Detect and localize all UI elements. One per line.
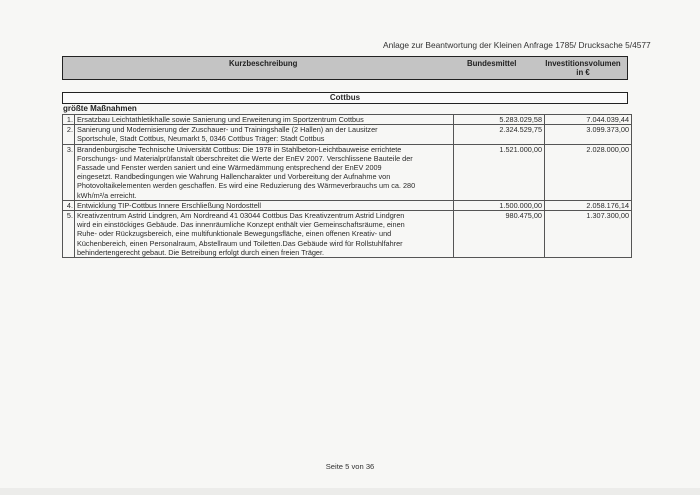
row-description	[75, 211, 454, 258]
section-title: größte Maßnahmen	[63, 104, 137, 113]
row-number: 4.	[63, 200, 75, 210]
row-investitionsvolumen: 2.028.000,00	[545, 144, 632, 200]
description-line: Sportschule, Stadt Cottbus, Neumarkt 5, 0346 Cottbus Träger: Stadt Cottbus	[77, 134, 325, 144]
header-kurzbeschreibung: Kurzbeschreibung	[229, 59, 298, 68]
header-inv-line2: in €	[576, 68, 590, 77]
description-line: kWh/m²/a erreicht.	[77, 190, 137, 200]
row-bundesmittel: 5.283.029,58	[454, 115, 545, 125]
description-line: Ersatzbau Leichtathletikhalle sowie Sanierung und Erweiterung im Sportzentrum Cottbus	[77, 115, 364, 124]
row-description	[75, 115, 454, 125]
scan-edge	[0, 488, 700, 495]
table-row	[63, 144, 632, 200]
header-bundesmittel: Bundesmittel	[467, 59, 517, 68]
row-bundesmittel: 1.500.000,00	[454, 200, 545, 210]
row-investitionsvolumen: 1.307.300,00	[545, 211, 632, 258]
row-investitionsvolumen: 3.099.373,00	[545, 125, 632, 144]
measures-table-body	[63, 115, 632, 258]
row-description	[75, 125, 454, 144]
description-line: wird ein einstöckiges Gebäude. Das innenräumliche Konzept enthält vier Gemeinschaftsräume, einen	[77, 220, 405, 230]
table-row	[63, 115, 632, 125]
row-investitionsvolumen: 7.044.039,44	[545, 115, 632, 125]
row-bundesmittel: 2.324.529,75	[454, 125, 545, 144]
description-line: Entwicklung TIP-Cottbus Innere Erschließung Nordosttell	[77, 200, 261, 210]
measures-table	[62, 114, 632, 258]
document-note: Anlage zur Beantwortung der Kleinen Anfrage 1785/ Drucksache 5/4577	[383, 40, 651, 50]
row-bundesmittel: 980.475,00	[454, 211, 545, 258]
description-line: Forschungs- und Materialprüfanstalt überschreitet die Werte der EnEV 2007. Verschlissene Bauteile der	[77, 153, 413, 163]
description-line: Kreativzentrum Astrid Lindgren, Am Nordreand 41 03044 Cottbus Das Kreativzentrum Astrid Lindgren	[77, 211, 405, 221]
row-number: 2.	[63, 125, 75, 144]
table-row	[63, 125, 632, 144]
row-number: 5.	[63, 211, 75, 258]
table-header	[62, 56, 628, 80]
row-investitionsvolumen: 2.058.176,14	[545, 200, 632, 210]
row-number: 3.	[63, 144, 75, 200]
table-row	[63, 211, 632, 258]
description-line: Küchenbereich, einen Personalraum, Abstellraum und Toiletten.Das Gebäude wird für Rollstuhlfahrer	[77, 238, 403, 248]
table-row	[63, 200, 632, 210]
description-line: Brandenburgische Technische Universität Cottbus: Die 1978 in Stahlbeton-Leichtbauweise errichtete	[77, 144, 402, 154]
description-line: Photovoltaikelementen werden geschaffen. Es wird eine Reduzierung des Wärmeverbrauchs um ca. 280	[77, 181, 416, 191]
region-heading: Cottbus	[62, 92, 628, 104]
description-line: Ruhe- oder Rückzugsbereich, eine multifunktionale Bewegungsfläche, einen offenen Kreativ- und	[77, 229, 392, 239]
header-inv-line1: Investitionsvolumen	[545, 59, 621, 68]
row-number: 1.	[63, 115, 75, 125]
row-description	[75, 144, 454, 200]
description-line: eingesetzt. Randbedingungen wie Wahrung Hallencharakter und Vorbereitung der Aufnahme von	[77, 172, 391, 182]
header-investitionsvolumen	[541, 59, 625, 77]
description-line: Fassade und Fenster werden saniert und eine Wärmedämmung entsprechend der EnEV 2009	[77, 163, 382, 173]
row-description	[75, 200, 454, 210]
page-footer: Seite 5 von 36	[325, 462, 375, 471]
description-line: behindertengerecht gebaut. Die Betreibung erfolgt durch einen freien Träger.	[77, 247, 325, 257]
description-line: Sanierung und Modernisierung der Zuschauer- und Trainingshalle (2 Hallen) an der Lausitzer	[77, 125, 378, 135]
row-bundesmittel: 1.521.000,00	[454, 144, 545, 200]
